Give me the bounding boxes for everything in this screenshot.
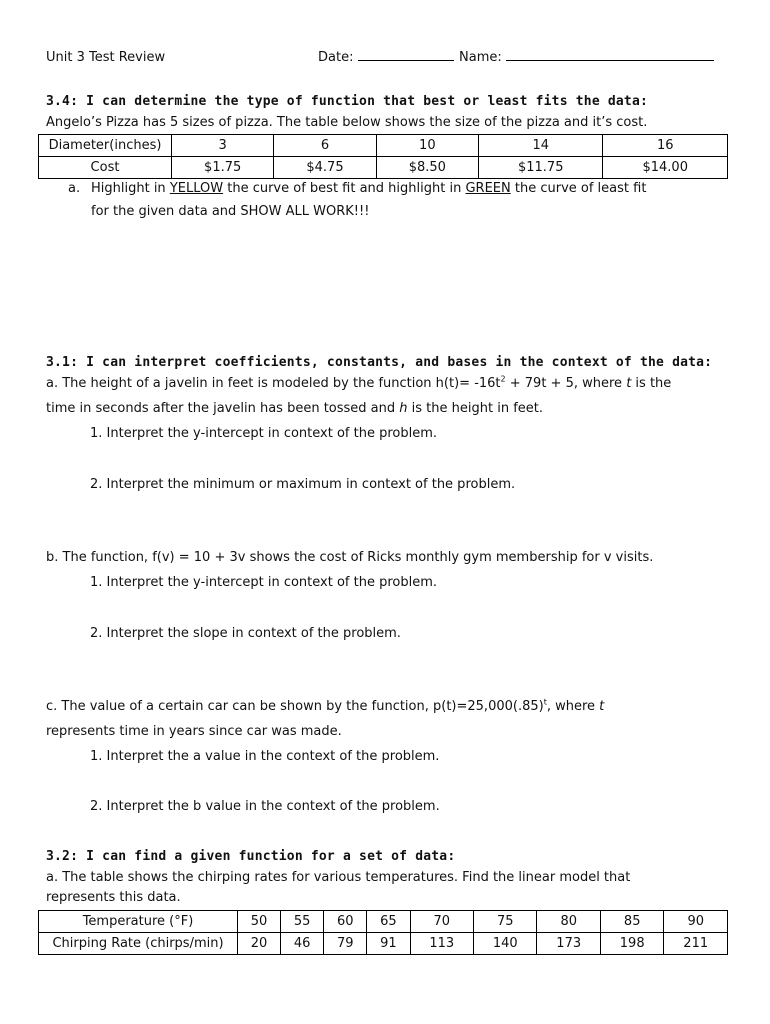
pizza-intro: Angelo’s Pizza has 5 sizes of pizza. The table below shows the size of the pizza and it’s cost. <box>46 115 648 130</box>
name-label: Name: <box>459 50 502 65</box>
variable: t <box>626 376 632 391</box>
green-word: GREEN <box>465 181 511 196</box>
table-cell: $14.00 <box>603 157 728 179</box>
javelin-text: is the <box>631 376 672 391</box>
table-cell: $1.75 <box>172 157 274 179</box>
car-question-1: 1. Interpret the a value in the context of the problem. <box>90 749 440 764</box>
date-field[interactable] <box>318 50 454 65</box>
section-3-4-heading: 3.4: I can determine the type of function that best or least fits the data: <box>46 94 648 109</box>
section-3-1-heading: 3.1: I can interpret coefficients, constants, and bases in the context of the data: <box>46 355 713 370</box>
javelin-line-2 <box>46 401 543 416</box>
table-header-cell: Temperature (°F) <box>39 911 238 933</box>
car-line-1 <box>46 699 604 714</box>
table-cell: 46 <box>281 933 324 955</box>
table-cell: 6 <box>274 135 376 157</box>
table-cell: 85 <box>600 911 663 933</box>
name-field[interactable] <box>459 50 714 65</box>
table-cell: 50 <box>238 911 281 933</box>
table-cell: 20 <box>238 933 281 955</box>
table-row <box>39 911 728 933</box>
table-row <box>39 157 728 179</box>
table-cell: 55 <box>281 911 324 933</box>
date-label: Date: <box>318 50 354 65</box>
gym-line: b. The function, f(v) = 10 + 3v shows the cost of Ricks monthly gym membership for v visits. <box>46 550 654 565</box>
name-blank[interactable] <box>506 60 714 61</box>
car-text: c. The value of a certain car can be shown by the function, p(t)=25,000(.85) <box>46 699 544 714</box>
item-a-text: the curve of best fit and highlight in <box>227 181 462 196</box>
item-a-line-1 <box>91 181 646 196</box>
worksheet-title: Unit 3 Test Review <box>46 50 166 65</box>
table-cell: 60 <box>324 911 367 933</box>
car-line-2: represents time in years since car was made. <box>46 724 342 739</box>
table-cell: 3 <box>172 135 274 157</box>
table-cell: 113 <box>410 933 473 955</box>
table-header-cell: Cost <box>39 157 172 179</box>
table-cell: $11.75 <box>478 157 603 179</box>
table-header-cell: Diameter(inches) <box>39 135 172 157</box>
table-cell: $4.75 <box>274 157 376 179</box>
table-cell: 140 <box>473 933 536 955</box>
chirp-line-1: a. The table shows the chirping rates for various temperatures. Find the linear model that <box>46 870 631 885</box>
item-a-line-2: for the given data and SHOW ALL WORK!!! <box>91 204 370 219</box>
exponent: t <box>543 697 547 707</box>
javelin-text: time in seconds after the javelin has been tossed and <box>46 401 400 416</box>
table-cell: 173 <box>537 933 600 955</box>
pizza-table <box>38 134 728 179</box>
table-cell: 14 <box>478 135 603 157</box>
table-cell: 80 <box>537 911 600 933</box>
javelin-question-2: 2. Interpret the minimum or maximum in context of the problem. <box>90 477 516 492</box>
table-cell: $8.50 <box>376 157 478 179</box>
javelin-question-1: 1. Interpret the y-intercept in context of the problem. <box>90 426 438 441</box>
table-cell: 211 <box>664 933 728 955</box>
javelin-text: + 79t + 5, where <box>505 376 627 391</box>
javelin-line-1 <box>46 376 671 391</box>
table-cell: 10 <box>376 135 478 157</box>
chirp-table <box>38 910 728 955</box>
date-blank[interactable] <box>358 60 454 61</box>
table-cell: 70 <box>410 911 473 933</box>
item-a-text: Highlight in <box>91 181 166 196</box>
exponent: 2 <box>500 374 506 384</box>
section-3-2-heading: 3.2: I can find a given function for a set of data: <box>46 849 456 864</box>
table-cell: 16 <box>603 135 728 157</box>
table-cell: 75 <box>473 911 536 933</box>
table-cell: 198 <box>600 933 663 955</box>
car-text: , where <box>546 699 600 714</box>
gym-question-2: 2. Interpret the slope in context of the problem. <box>90 626 401 641</box>
javelin-text: a. The height of a javelin in feet is modeled by the function h(t)= -16t <box>46 376 501 391</box>
table-cell: 79 <box>324 933 367 955</box>
table-header-cell: Chirping Rate (chirps/min) <box>39 933 238 955</box>
table-cell: 90 <box>664 911 728 933</box>
table-cell: 91 <box>367 933 410 955</box>
yellow-word: YELLOW <box>169 181 224 196</box>
chirp-line-2: represents this data. <box>46 890 181 905</box>
gym-question-1: 1. Interpret the y-intercept in context of the problem. <box>90 575 438 590</box>
variable: t <box>599 699 605 714</box>
table-cell: 65 <box>367 911 410 933</box>
car-question-2: 2. Interpret the b value in the context of the problem. <box>90 799 440 814</box>
table-row <box>39 135 728 157</box>
item-a-text: the curve of least fit <box>514 181 647 196</box>
javelin-text: is the height in feet. <box>407 401 544 416</box>
table-row <box>39 933 728 955</box>
variable: h <box>399 401 408 416</box>
item-a-letter: a. <box>68 181 81 196</box>
